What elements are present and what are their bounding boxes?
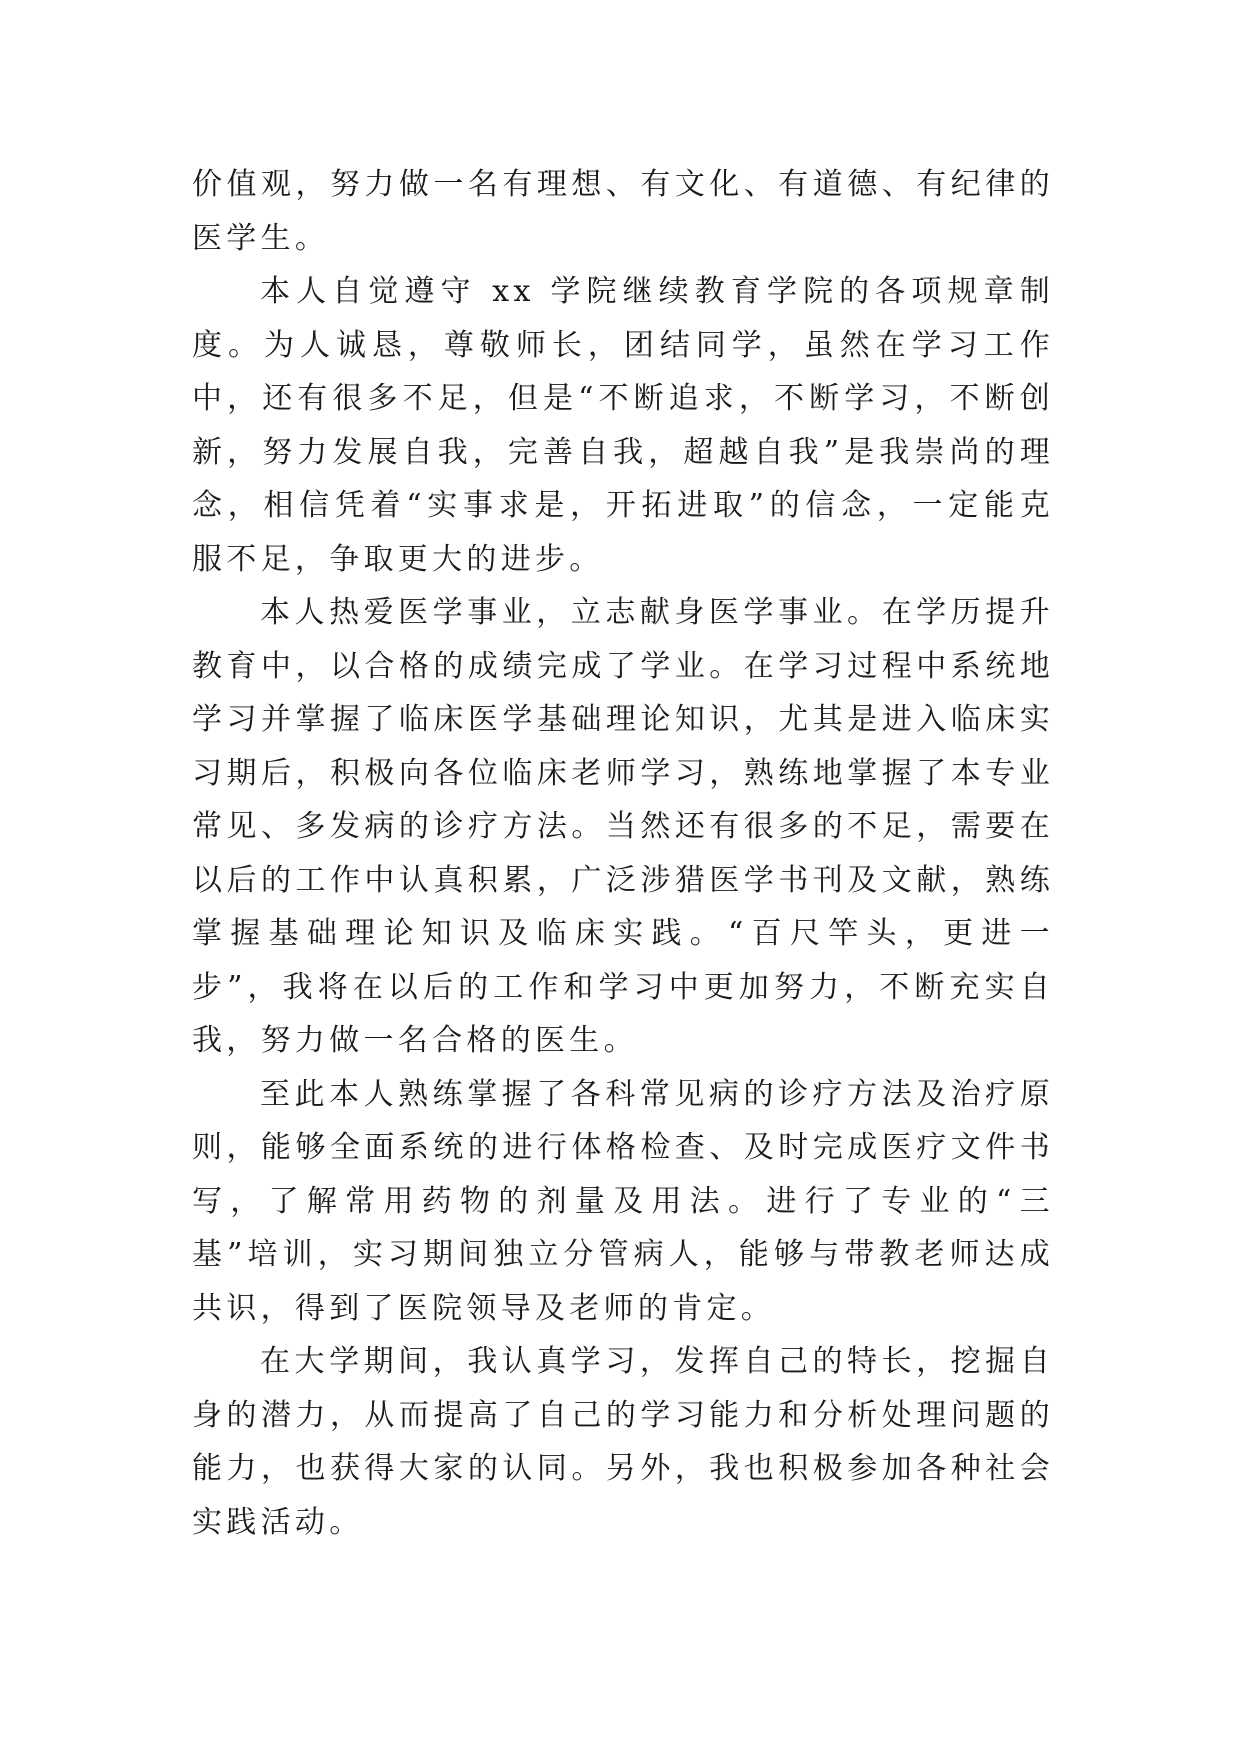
paragraph-2: 本人自觉遵守 xx 学院继续教育学院的各项规章制度。为人诚恳，尊敬师长，团结同学，虽然在学习工作中，还有很多不足，但是“不断追求，不断学习，不断创新，努力发展自我，完善自我，超越自我”是我崇尚的理念，相信凭着“实事求是，开拓进取”的信念，一定能克服不足，争取更大的进步。: [192, 274, 1054, 577]
paragraph-3: 本人热爱医学事业，立志献身医学事业。在学历提升教育中，以合格的成绩完成了学业。在学习过程中系统地学习并掌握了临床医学基础理论知识，尤其是进入临床实习期后，积极向各位临床老师学习，熟练地掌握了本专业常见、多发病的诊疗方法。当然还有很多的不足，需要在以后的工作中认真积累，广泛涉猎医学书刊及文献，熟练掌握基础理论知识及临床实践。“百尺竿头，更进一步”，我将在以后的工作和学习中更加努力，不断充实自我，努力做一名合格的医生。: [192, 595, 1054, 1058]
paragraph-5: 在大学期间，我认真学习，发挥自己的特长，挖掘自身的潜力，从而提高了自己的学习能力和分析处理问题的能力，也获得大家的认同。另外，我也积极参加各种社会实践活动。: [192, 1344, 1054, 1540]
paragraph-4: 至此本人熟练掌握了各科常见病的诊疗方法及治疗原则，能够全面系统的进行体格检查、及时完成医疗文件书写，了解常用药物的剂量及用法。进行了专业的“三基”培训，实习期间独立分管病人，能够与带教老师达成共识，得到了医院领导及老师的肯定。: [192, 1076, 1054, 1326]
paragraph-1: 价值观，努力做一名有理想、有文化、有道德、有纪律的医学生。: [192, 167, 1054, 256]
document-body: [192, 158, 1054, 1549]
